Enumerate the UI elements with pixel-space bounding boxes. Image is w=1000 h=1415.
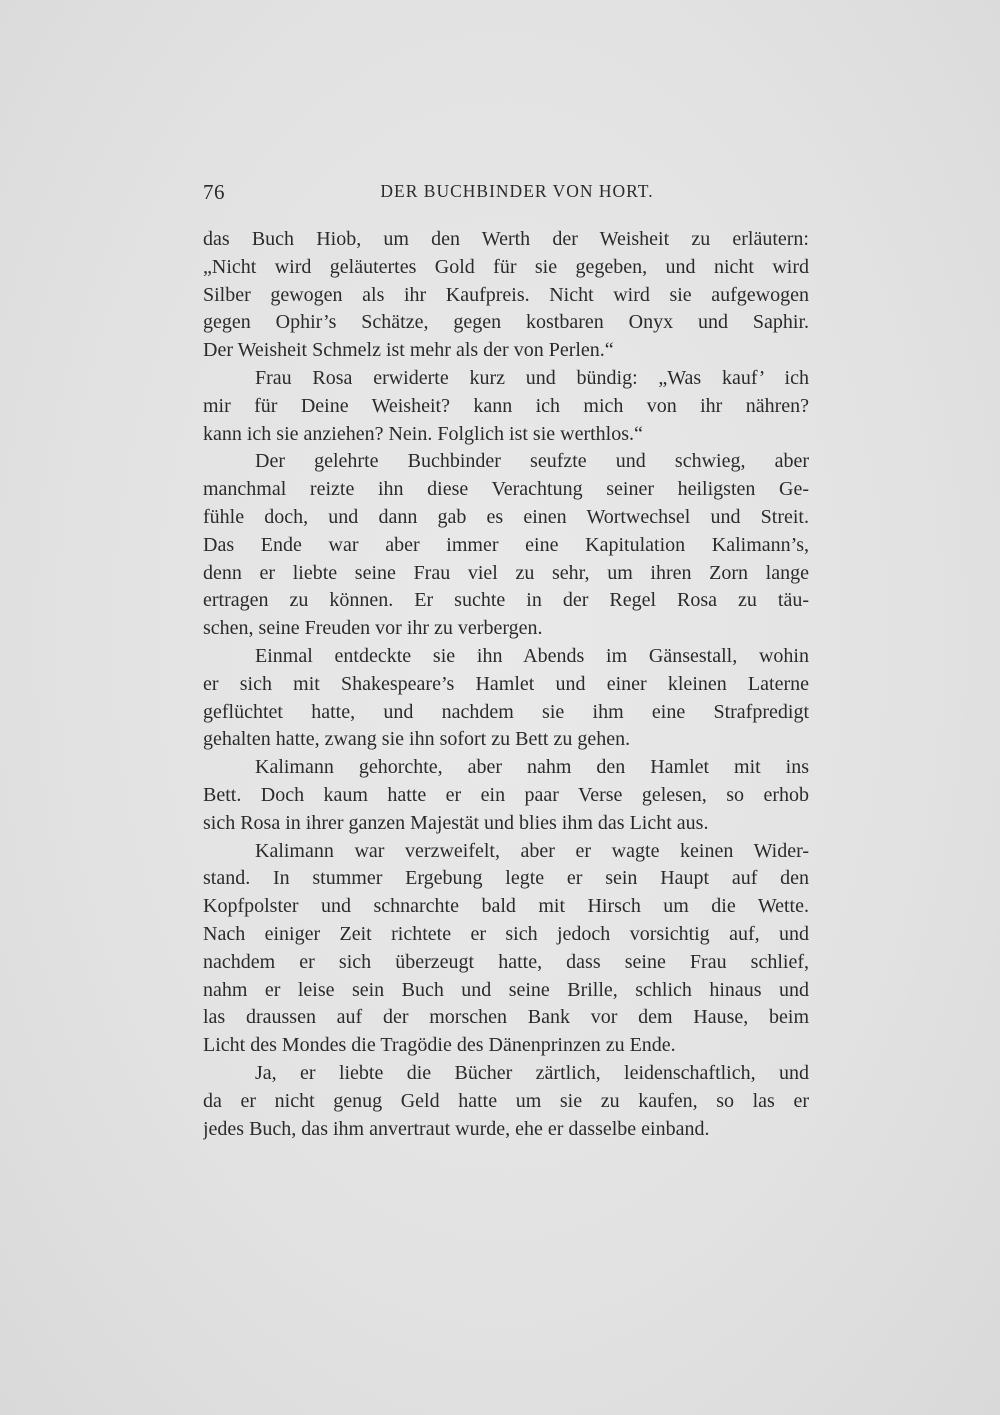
text-line: sich Rosa in ihrer ganzen Majestät und blies ihm das Licht aus. [203,811,709,834]
text-line: Licht des Mondes die Tragödie des Dänenprinzen zu Ende. [203,1034,676,1057]
text-line: ertragen zu können. Er suchte in der Regel Rosa zu täu- [203,589,809,612]
text-line: geflüchtet hatte, und nachdem sie ihm eine Strafpredigt [203,700,809,723]
body-text [203,226,809,1143]
text-line: las draussen auf der morschen Bank vor dem Hause, beim [203,1006,809,1029]
text-line: Das Ende war aber immer eine Kapitulation Kalimann’s, [203,533,809,556]
text-line: Kopfpolster und schnarchte bald mit Hirsch um die Wette. [203,895,809,918]
running-title: DER BUCHBINDER VON HORT. [380,181,654,201]
text-line: Kalimann war verzweifelt, aber er wagte keinen Wider- [255,839,809,862]
text-line: er sich mit Shakespeare’s Hamlet und einer kleinen Laterne [203,672,809,695]
text-line: denn er liebte seine Frau viel zu sehr, um ihren Zorn lange [203,561,809,584]
text-line: das Buch Hiob, um den Werth der Weisheit zu erläutern: [203,228,809,250]
text-line: stand. In stummer Ergebung legte er sein Haupt auf den [203,867,809,890]
text-line: gehalten hatte, zwang sie ihn sofort zu Bett zu gehen. [203,728,631,751]
text-line: Der gelehrte Buchbinder seufzte und schwieg, aber [255,450,809,473]
text-line: fühle doch, und dann gab es einen Wortwechsel und Streit. [203,505,809,528]
text-line: nahm er leise sein Buch und seine Brille, schlich hinaus und [203,978,809,1001]
text-line: Silber gewogen als ihr Kaufpreis. Nicht wird sie aufgewogen [203,283,809,306]
text-line: „Nicht wird geläutertes Gold für sie gegeben, und nicht wird [203,255,809,278]
text-line: schen, seine Freuden vor ihr zu verbergen. [203,617,543,640]
text-line: gegen Ophir’s Schätze, gegen kostbaren Onyx und Saphir. [203,311,809,334]
text-line: Nach einiger Zeit richtete er sich jedoch vorsichtig auf, und [203,922,809,945]
text-line: jedes Buch, das ihm anvertraut wurde, ehe er dasselbe einband. [203,1117,710,1140]
text-line: nachdem er sich überzeugt hatte, dass seine Frau schlief, [203,950,809,973]
text-line: kann ich sie anziehen? Nein. Folglich ist sie werthlos.“ [203,422,643,445]
text-line: Ja, er liebte die Bücher zärtlich, leidenschaftlich, und [255,1061,809,1084]
text-line: Kalimann gehorchte, aber nahm den Hamlet mit ins [255,756,809,779]
text-line: mir für Deine Weisheit? kann ich mich von ihr nähren? [203,394,809,417]
text-line: Frau Rosa erwiderte kurz und bündig: „Was kauf’ ich [255,366,809,389]
text-line: manchmal reizte ihn diese Verachtung seiner heiligsten Ge- [203,478,809,501]
text-line: Der Weisheit Schmelz ist mehr als der von Perlen.“ [203,339,614,362]
text-line: da er nicht genug Geld hatte um sie zu kaufen, so las er [203,1089,809,1112]
text-line: Bett. Doch kaum hatte er ein paar Verse gelesen, so erhob [203,783,809,806]
page-number: 76 [203,180,225,204]
running-head [203,180,809,210]
text-line: Einmal entdeckte sie ihn Abends im Gänsestall, wohin [255,644,809,667]
